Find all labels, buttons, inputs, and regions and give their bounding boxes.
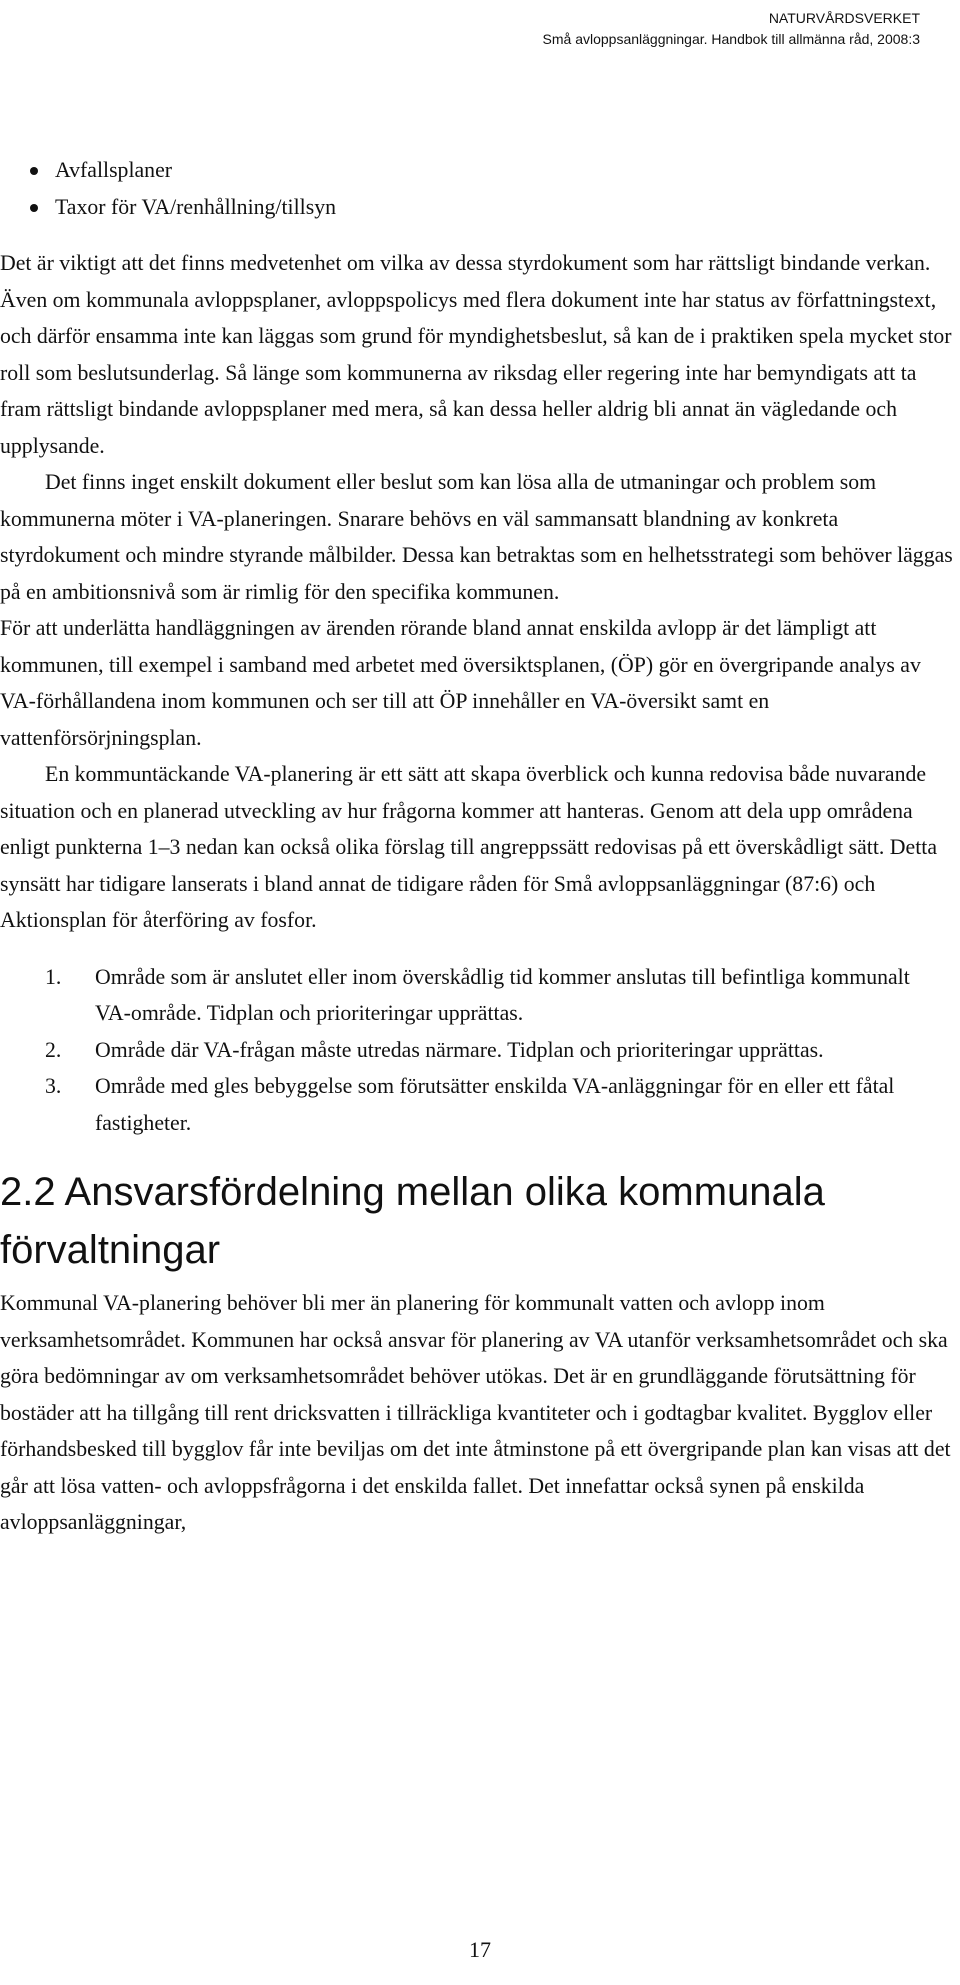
bullet-list: [0, 152, 960, 225]
list-item-text: Område där VA-frågan måste utredas närmare. Tidplan och prioriteringar upprättas.: [95, 1037, 824, 1062]
bullet-item: Taxor för VA/renhållning/tillsyn: [0, 189, 960, 226]
list-item-text: Område som är anslutet eller inom överskådlig tid kommer anslutas till befintliga kommunalt VA-område. Tidplan och prioriteringar upprättas.: [95, 964, 910, 1025]
bullet-item: Avfallsplaner: [0, 152, 960, 189]
page-number: 17: [469, 1937, 491, 1962]
list-item: [0, 1068, 960, 1141]
list-item: [0, 1032, 960, 1069]
document-body: [0, 152, 960, 1541]
list-item-text: Område med gles bebyggelse som förutsätter enskilda VA-anläggningar för en eller ett fåtal fastigheter.: [95, 1074, 895, 1135]
list-number: 1.: [45, 964, 62, 989]
publication-title: Små avloppsanläggningar. Handbok till allmänna råd, 2008:3: [542, 31, 920, 47]
paragraph-3: För att underlätta handläggningen av ärenden rörande bland annat enskilda avlopp är det lämpligt att kommunen, till exempel i samband med arbetet med översiktsplanen, (ÖP) gör en övergripande analys av VA-förhållandena inom kommunen och ser till att ÖP innehåller en VA-översikt samt en vattenförsörjningsplan.: [0, 616, 921, 750]
paragraph-4: En kommuntäckande VA-planering är ett sätt att skapa överblick och kunna redovisa både nuvarande situation och en planerad utveckling av hur frågorna kommer att hanteras. Genom att dela upp områdena enligt punkterna 1–3 nedan kan också olika förslag till angreppssätt redovisas på ett överskådligt sätt. Detta synsätt har tidigare lanserats i bland annat de tidigare råden för Små avloppsanläggningar (87:6) och Aktionsplan för återföring av fosfor.: [0, 762, 938, 932]
numbered-list: [0, 959, 960, 1142]
paragraph-5: Kommunal VA-planering behöver bli mer än planering för kommunalt vatten och avlopp inom verksamhetsområdet. Kommunen har också ansvar för planering av VA utanför verksamhetsområdet och ska göra bedömningar av om verksamhetsområdet behöver utökas. Det är en grundläggande förutsättning för bostäder att ha tillgång till rent dricksvatten i tillräckliga kvantiteter och i godtagbar kvalitet. Bygglov eller förhandsbesked till bygglov får inte beviljas om det inte åtminstone på ett övergripande plan kan visas att det går att lösa vatten- och avloppsfrågorna i det enskilda fallet. Det innefattar också synen på enskilda avloppsanläggningar,: [0, 1291, 951, 1534]
page-header: [543, 8, 920, 50]
paragraph-2: Det finns inget enskilt dokument eller beslut som kan lösa alla de utmaningar och problem som kommunerna möter i VA-planeringen. Snarare behövs en väl sammansatt blandning av konkreta styrdokument och mindre styrande målbilder. Dessa kan betraktas som en helhetsstrategi som behöver läggas på en ambitionsnivå som är rimlig för den specifika kommunen.: [0, 470, 953, 604]
publisher-name: NATURVÅRDSVERKET: [768, 10, 920, 26]
list-number: 2.: [45, 1037, 62, 1062]
section-heading: 2.2 Ansvarsfördelning mellan olika kommunala förvaltningar: [0, 1170, 825, 1272]
paragraph-1: Det är viktigt att det finns medvetenhet om vilka av dessa styrdokument som har rättsligt bindande verkan. Även om kommunala avloppsplaner, avloppspolicys med flera dokument inte har status av författningstext, och därför ensamma inte kan läggas som grund för myndighetsbeslut, så kan de i praktiken spela mycket stor roll som beslutsunderlag. Så länge som kommunerna av riksdag eller regering inte har bemyndigats att ta fram rättsligt bindande avloppsplaner med mera, så kan dessa heller aldrig bli annat än vägledande och upplysande.: [0, 251, 952, 458]
list-item: [0, 959, 960, 1032]
list-number: 3.: [45, 1074, 62, 1098]
